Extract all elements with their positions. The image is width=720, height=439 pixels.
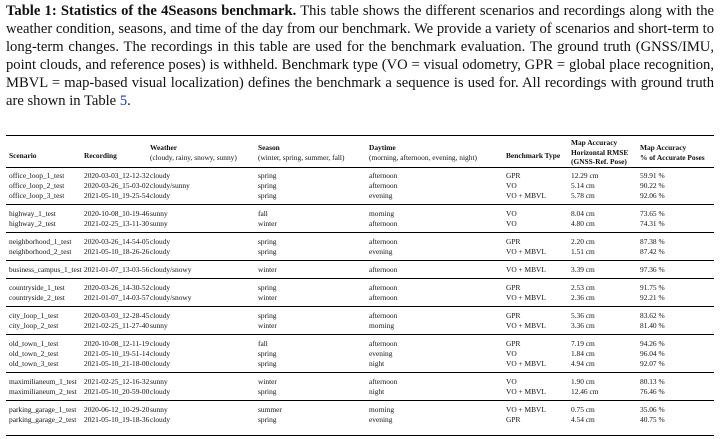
cell-season: spring <box>258 349 277 358</box>
cell-daytime: afternoon <box>369 265 398 274</box>
caption-end: . <box>127 93 131 110</box>
cell-accurate-poses: 40.75 % <box>640 415 665 424</box>
cell-benchmark-type: GPR <box>506 339 521 348</box>
header-daytime-options: (morning, afternoon, evening, night) <box>369 152 477 162</box>
cell-season: spring <box>258 247 277 256</box>
cell-daytime: evening <box>369 247 393 256</box>
group-separator-rule <box>6 400 714 401</box>
cell-season: spring <box>258 171 277 180</box>
cell-daytime: night <box>369 359 385 368</box>
cell-recording: 2021-02-25_12-16-32 <box>84 377 150 386</box>
header-scenario: Scenario <box>9 151 37 160</box>
cell-benchmark-type: VO + MBVL <box>506 387 546 396</box>
cell-weather: cloudy <box>150 359 171 368</box>
header-map-accuracy-percent <box>640 143 705 162</box>
header-rmse-line3: (GNSS-Ref. Pose) <box>571 157 627 167</box>
table-reference-link[interactable]: 5 <box>119 93 128 110</box>
header-map-accuracy-rmse <box>571 138 628 167</box>
cell-recording: 2020-03-03_12-12-32 <box>84 171 150 180</box>
cell-benchmark-type: VO + MBVL <box>506 321 546 330</box>
cell-season: spring <box>258 359 277 368</box>
cell-horizontal-rmse: 3.39 cm <box>571 265 595 274</box>
cell-recording: 2020-03-26_14-30-52 <box>84 283 150 292</box>
header-bottom-rule <box>6 167 714 168</box>
cell-accurate-poses: 83.62 % <box>640 311 665 320</box>
header-weather-label: Weather <box>150 143 178 152</box>
cell-benchmark-type: VO + MBVL <box>506 359 546 368</box>
cell-weather: cloudy <box>150 387 171 396</box>
cell-recording: 2021-01-07_14-03-57 <box>84 293 150 302</box>
header-season-label: Season <box>258 143 280 152</box>
header-benchmark-type: Benchmark Type <box>506 151 561 160</box>
cell-horizontal-rmse: 4.94 cm <box>571 359 595 368</box>
cell-scenario: office_loop_2_test <box>9 181 65 190</box>
cell-recording: 2020-06-12_10-29-20 <box>84 405 150 414</box>
cell-daytime: afternoon <box>369 311 398 320</box>
cell-weather: sunny <box>150 219 168 228</box>
cell-scenario: office_loop_3_test <box>9 191 65 200</box>
cell-horizontal-rmse: 1.90 cm <box>571 377 595 386</box>
cell-season: spring <box>258 181 277 190</box>
cell-weather: sunny <box>150 405 168 414</box>
cell-daytime: afternoon <box>369 293 398 302</box>
cell-benchmark-type: GPR <box>506 311 521 320</box>
cell-season: winter <box>258 321 277 330</box>
cell-season: fall <box>258 339 268 348</box>
group-separator-rule <box>6 232 714 233</box>
cell-scenario: maximilianeum_2_test <box>9 387 77 396</box>
cell-season: spring <box>258 387 277 396</box>
cell-horizontal-rmse: 2.20 cm <box>571 237 595 246</box>
cell-benchmark-type: GPR <box>506 283 521 292</box>
cell-scenario: business_campus_1_test <box>9 265 82 274</box>
cell-weather: cloudy/sunny <box>150 181 190 190</box>
cell-horizontal-rmse: 5.14 cm <box>571 181 595 190</box>
cell-daytime: afternoon <box>369 171 398 180</box>
cell-season: spring <box>258 191 277 200</box>
cell-season: winter <box>258 293 277 302</box>
cell-daytime: afternoon <box>369 237 398 246</box>
group-separator-rule <box>6 278 714 279</box>
table-bottom-rule <box>6 435 714 436</box>
cell-benchmark-type: GPR <box>506 171 521 180</box>
cell-recording: 2020-10-08_12-11-19 <box>84 339 149 348</box>
header-rmse-line1: Map Accuracy <box>571 138 618 147</box>
cell-recording: 2020-03-03_12-28-45 <box>84 311 150 320</box>
cell-scenario: parking_garage_2_test <box>9 415 77 424</box>
cell-horizontal-rmse: 0.75 cm <box>571 405 595 414</box>
cell-scenario: city_loop_1_test <box>9 311 59 320</box>
cell-accurate-poses: 97.36 % <box>640 265 665 274</box>
cell-benchmark-type: VO <box>506 209 517 218</box>
header-recording: Recording <box>84 151 117 160</box>
cell-season: spring <box>258 283 277 292</box>
cell-weather: sunny <box>150 209 168 218</box>
cell-weather: sunny <box>150 377 168 386</box>
cell-scenario: office_loop_1_test <box>9 171 65 180</box>
header-weather <box>150 143 237 162</box>
cell-recording: 2021-05-10_18-26-26 <box>84 247 150 256</box>
cell-weather: sunny <box>150 321 168 330</box>
cell-daytime: morning <box>369 405 395 414</box>
group-separator-rule <box>6 204 714 205</box>
cell-horizontal-rmse: 1.51 cm <box>571 247 595 256</box>
cell-recording: 2021-01-07_13-03-56 <box>84 265 150 274</box>
cell-daytime: evening <box>369 349 393 358</box>
header-percent-line1: Map Accuracy <box>640 143 687 152</box>
cell-accurate-poses: 35.06 % <box>640 405 665 414</box>
cell-daytime: afternoon <box>369 377 398 386</box>
cell-accurate-poses: 80.13 % <box>640 377 665 386</box>
cell-weather: cloudy/snowy <box>150 265 192 274</box>
header-season <box>258 143 344 162</box>
cell-recording: 2021-05-10_21-18-00 <box>84 359 150 368</box>
cell-accurate-poses: 76.46 % <box>640 387 665 396</box>
cell-horizontal-rmse: 2.36 cm <box>571 293 595 302</box>
cell-weather: cloudy <box>150 247 171 256</box>
cell-daytime: afternoon <box>369 339 398 348</box>
cell-season: summer <box>258 405 282 414</box>
header-daytime-label: Daytime <box>369 143 396 152</box>
cell-scenario: old_town_3_test <box>9 359 59 368</box>
cell-horizontal-rmse: 4.80 cm <box>571 219 595 228</box>
cell-weather: cloudy <box>150 311 171 320</box>
group-separator-rule <box>6 334 714 335</box>
cell-recording: 2020-10-08_10-19-46 <box>84 209 150 218</box>
cell-accurate-poses: 94.26 % <box>640 339 665 348</box>
caption-body: This table shows the different scenarios and recordings along with the weather condition, seasons, and time of the day from our benchmark. We provide a variety of scenarios and short-term to long-term changes. The recordings in this table are used for the benchmark evaluation. The ground truth (GNSS/IMU, point clouds, and reference poses) is withheld. Benchmark type (VO = visual odometry, GPR = global place recognition, MBVL = map-based visual localization) defines the benchmark a sequence is used for. All recordings with ground truth are shown in Table <box>6 3 715 110</box>
cell-season: spring <box>258 237 277 246</box>
cell-weather: cloudy <box>150 191 171 200</box>
table-caption <box>6 2 714 111</box>
cell-horizontal-rmse: 2.53 cm <box>571 283 595 292</box>
cell-scenario: countryside_1_test <box>9 283 65 292</box>
cell-recording: 2020-03-26_15-03-02 <box>84 181 150 190</box>
cell-recording: 2020-03-26_14-54-05 <box>84 237 150 246</box>
cell-accurate-poses: 87.42 % <box>640 247 665 256</box>
cell-benchmark-type: VO <box>506 349 517 358</box>
cell-accurate-poses: 74.31 % <box>640 219 665 228</box>
cell-accurate-poses: 59.91 % <box>640 171 665 180</box>
cell-scenario: countryside_2_test <box>9 293 65 302</box>
cell-horizontal-rmse: 8.04 cm <box>571 209 595 218</box>
cell-horizontal-rmse: 1.84 cm <box>571 349 595 358</box>
cell-accurate-poses: 92.07 % <box>640 359 665 368</box>
group-separator-rule <box>6 372 714 373</box>
cell-daytime: evening <box>369 415 393 424</box>
cell-daytime: night <box>369 387 385 396</box>
cell-weather: cloudy <box>150 415 171 424</box>
cell-weather: cloudy <box>150 237 171 246</box>
cell-recording: 2021-05-10_19-25-54 <box>84 191 150 200</box>
cell-season: fall <box>258 209 268 218</box>
cell-daytime: afternoon <box>369 219 398 228</box>
cell-accurate-poses: 96.04 % <box>640 349 665 358</box>
cell-scenario: parking_garage_1_test <box>9 405 77 414</box>
cell-recording: 2021-02-25_13-11-30 <box>84 219 149 228</box>
cell-accurate-poses: 87.38 % <box>640 237 665 246</box>
header-percent-line2: % of Accurate Poses <box>640 152 705 162</box>
cell-horizontal-rmse: 5.36 cm <box>571 311 595 320</box>
cell-benchmark-type: GPR <box>506 237 521 246</box>
cell-horizontal-rmse: 12.29 cm <box>571 171 599 180</box>
cell-weather: cloudy <box>150 339 171 348</box>
cell-season: winter <box>258 377 277 386</box>
cell-weather: cloudy <box>150 349 171 358</box>
caption-label: Table 1: <box>6 3 57 19</box>
cell-season: winter <box>258 265 277 274</box>
cell-benchmark-type: VO + MBVL <box>506 405 546 414</box>
cell-daytime: afternoon <box>369 181 398 190</box>
cell-daytime: evening <box>369 191 393 200</box>
cell-horizontal-rmse: 12.46 cm <box>571 387 599 396</box>
cell-accurate-poses: 92.06 % <box>640 191 665 200</box>
group-separator-rule <box>6 260 714 261</box>
cell-accurate-poses: 90.22 % <box>640 181 665 190</box>
cell-recording: 2021-05-10_19-18-36 <box>84 415 150 424</box>
cell-weather: cloudy <box>150 283 171 292</box>
cell-recording: 2021-02-25_11-27-40 <box>84 321 149 330</box>
cell-daytime: afternoon <box>369 283 398 292</box>
header-weather-options: (cloudy, rainy, snowy, sunny) <box>150 152 237 162</box>
cell-season: winter <box>258 219 277 228</box>
cell-daytime: morning <box>369 209 395 218</box>
cell-horizontal-rmse: 5.78 cm <box>571 191 595 200</box>
cell-scenario: old_town_1_test <box>9 339 59 348</box>
cell-recording: 2021-05-10_19-51-14 <box>84 349 150 358</box>
cell-scenario: city_loop_2_test <box>9 321 59 330</box>
cell-scenario: highway_1_test <box>9 209 56 218</box>
cell-season: spring <box>258 415 277 424</box>
cell-recording: 2021-05-10_20-59-00 <box>84 387 150 396</box>
cell-benchmark-type: GPR <box>506 415 521 424</box>
cell-accurate-poses: 73.65 % <box>640 209 665 218</box>
cell-horizontal-rmse: 3.36 cm <box>571 321 595 330</box>
cell-scenario: neighborhood_1_test <box>9 237 72 246</box>
cell-scenario: old_town_2_test <box>9 349 59 358</box>
group-separator-rule <box>6 306 714 307</box>
cell-weather: cloudy <box>150 171 171 180</box>
table-top-rule <box>6 135 714 136</box>
cell-scenario: neighborhood_2_test <box>9 247 72 256</box>
cell-benchmark-type: VO + MBVL <box>506 293 546 302</box>
cell-accurate-poses: 92.21 % <box>640 293 665 302</box>
header-season-options: (winter, spring, summer, fall) <box>258 152 345 162</box>
header-rmse-line2: Horizontal RMSE <box>571 147 629 157</box>
cell-benchmark-type: VO + MBVL <box>506 191 546 200</box>
header-daytime <box>369 143 477 162</box>
cell-benchmark-type: VO + MBVL <box>506 247 546 256</box>
cell-season: spring <box>258 311 277 320</box>
cell-horizontal-rmse: 4.54 cm <box>571 415 595 424</box>
cell-horizontal-rmse: 7.19 cm <box>571 339 595 348</box>
cell-daytime: morning <box>369 321 395 330</box>
cell-benchmark-type: VO <box>506 377 517 386</box>
cell-scenario: highway_2_test <box>9 219 56 228</box>
cell-benchmark-type: VO <box>506 181 517 190</box>
cell-scenario: maximilianeum_1_test <box>9 377 77 386</box>
cell-weather: cloudy/snowy <box>150 293 192 302</box>
cell-accurate-poses: 91.75 % <box>640 283 665 292</box>
cell-benchmark-type: VO <box>506 219 517 228</box>
caption-title: Statistics of the 4Seasons benchmark. <box>60 3 297 19</box>
cell-accurate-poses: 81.40 % <box>640 321 665 330</box>
cell-benchmark-type: VO + MBVL <box>506 265 546 274</box>
